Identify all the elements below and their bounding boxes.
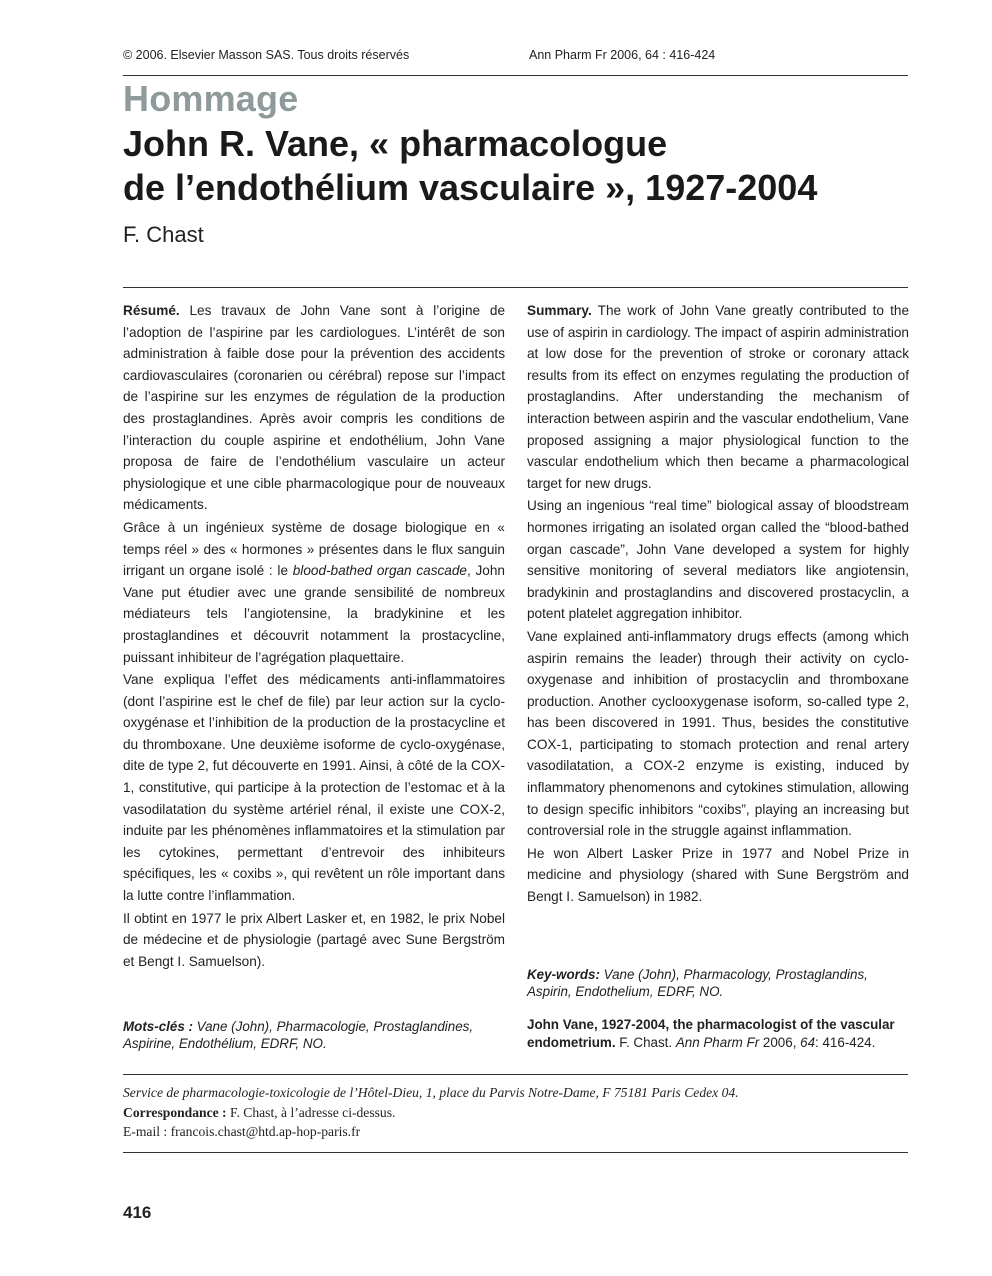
resume-paragraph: Il obtint en 1977 le prix Albert Lasker et, en 1982, le prix Nobel de médecine et de physiologie (partagé avec Sune Bergström et Bengt I. Samuelson). bbox=[123, 910, 505, 969]
copyright-line: © 2006. Elsevier Masson SAS. Tous droits réservés bbox=[123, 48, 410, 62]
english-citation: John Vane, 1927-2004, the pharmacologist of the vascular endometrium. F. Chast. Ann Pharm Fr 2006, 64: 416-424. bbox=[527, 1017, 895, 1050]
key-words-label: Key-words: bbox=[527, 967, 600, 982]
citation-journal: Ann Pharm Fr bbox=[675, 1035, 760, 1050]
key-words: Key-words: Vane (John), Pharmacology, Prostaglandins, Aspirin, Endothelium, EDRF, NO. bbox=[527, 967, 868, 999]
section-label: Hommage bbox=[123, 78, 299, 119]
citation-volume: 64 bbox=[800, 1035, 816, 1050]
citation-title: John Vane, 1927-2004, the pharmacologist of the vascular endometrium. bbox=[527, 1017, 895, 1050]
correspondence-label: Correspondance : bbox=[123, 1104, 227, 1120]
title-line-2: de l’endothélium vasculaire », 1927-2004 bbox=[123, 167, 818, 208]
affiliation-block bbox=[123, 1083, 908, 1142]
header-rule bbox=[123, 75, 908, 76]
email-label: E-mail : bbox=[123, 1124, 171, 1139]
correspondence: Correspondance : F. Chast, à l’adresse ci-dessus. bbox=[123, 1104, 396, 1120]
email-line bbox=[123, 1122, 908, 1142]
journal-reference: Ann Pharm Fr 2006, 64 : 416-424 bbox=[529, 48, 716, 62]
title-line-1: John R. Vane, « pharmacologue bbox=[123, 123, 668, 164]
institution: Service de pharmacologie-toxicologie de l’Hôtel-Dieu, 1, place du Parvis Notre-Dame, F 75181 Paris Cedex 04. bbox=[123, 1085, 739, 1100]
emphasis: blood-bathed organ cascade bbox=[292, 563, 467, 579]
resume-paragraph: Résumé. Les travaux de John Vane sont à l’origine de l’adoption de l’aspirine par les cardiologues. L’intérêt de son administration à faible dose pour la prévention des accidents cardiovasculaires (coronarien ou cérébral) repose sur l’impact de l’aspirine sur les enzymes de régulation de la production des prostaglandines. Après avoir compris les conditions de l’interaction du couple aspirine et endothélium, John Vane proposa de faire de l’endothélium vasculaire un acteur physiologique et une cible pharmacologique pour de nouveaux médicaments. bbox=[123, 303, 505, 513]
summary-paragraph: He won Albert Lasker Prize in 1977 and Nobel Prize in medicine and physiology (shared with Sune Bergström and Bengt I. Samuelson) in 1982. bbox=[527, 845, 909, 905]
summary-paragraph: Summary. The work of John Vane greatly contributed to the use of aspirin in cardiology. The impact of aspirin administration at low dose for the prevention of stroke or coronary attack results from its effect on enzymes regulating the production of prostaglandins. After understanding the mechanism of interaction between aspirin and the vascular endothelium, Vane proposed assigning a major physiological function to the vascular endothelium which then became a pharmacological target for new drugs. bbox=[527, 303, 909, 491]
resume-label: Résumé. bbox=[123, 303, 180, 318]
running-head bbox=[123, 48, 908, 66]
abstract-top-rule bbox=[123, 287, 908, 288]
article-title bbox=[123, 122, 908, 210]
affiliation-top-rule bbox=[123, 1074, 908, 1075]
affiliation-bottom-rule bbox=[123, 1152, 908, 1153]
mots-cles: Mots-clés : Vane (John), Pharmacologie, Prostaglandines, Aspirine, Endothélium, EDRF, NO. bbox=[123, 1019, 474, 1051]
summary-label: Summary. bbox=[527, 303, 592, 318]
email-address[interactable]: francois.chast@htd.ap-hop-paris.fr bbox=[170, 1124, 361, 1139]
page-number: 416 bbox=[123, 1203, 152, 1222]
mots-cles-label: Mots-clés : bbox=[123, 1019, 193, 1034]
summary-paragraph: Vane explained anti-inflammatory drugs effects (among which aspirin remains the leader) through their activity on cyclo-oxygenase and inhibition of prostacyclin and thromboxane production. Another cyclooxygenase isoform, so-called type 2, has been discovered in 1991. Thus, besides the constitutive COX-1, participating to stomach protection and renal artery vasodilatation, a COX-2 enzyme is existing, induced by inflammatory phenomenons and cytokines stimulation, allowing to design specific inhibitors “coxibs”, playing an increasing but controversial role in the struggle against inflammation. bbox=[527, 628, 909, 839]
author-name: F. Chast bbox=[123, 222, 204, 247]
resume-paragraph: Grâce à un ingénieux système de dosage biologique en « temps réel » des « hormones » présentes dans le flux sanguin irrigant un organe isolé : le blood-bathed organ cascade, John Vane put étudier avec une grande sensibilité de nombreux médiateurs tels l’angiotensine, la bradykinine et les prostaglandines et découvrit notamment la prostacycline, puissant inhibiteur de l’agrégation plaquettaire. bbox=[123, 519, 505, 665]
resume-column bbox=[123, 300, 505, 973]
resume-paragraph: Vane expliqua l’effet des médicaments anti-inflammatoires (dont l’aspirine est le chef de file) par leur action sur la cyclo-oxygénase et l’inhibition de la production de la prostacycline et du thromboxane. Une deuxième isoforme de cyclo-oxygénase, dite de type 2, fut découverte en 1991. Ainsi, à côté de la COX-1, constitutive, qui participe à la protection de l’estomac et à la vasodilatation du système artériel rénal, il existe une COX-2, induite par les phénomènes inflammatoires et la stimulation par les cytokines, permettant d’entrevoir des inhibiteurs spécifiques, les « coxibs », qui revêtent un rôle important dans la lutte contre l’inflammation. bbox=[123, 672, 505, 904]
summary-paragraph: Using an ingenious “real time” biological assay of bloodstream hormones irrigating an isolated organ called the “blood-bathed organ cascade”, John Vane developed a system for highly sensitive monitoring of several mediators like angiotensin, bradykinin and prostaglandins and discovered prostacyclin, a potent platelet aggregation inhibitor. bbox=[527, 498, 909, 622]
summary-column bbox=[527, 300, 909, 909]
article-page bbox=[123, 0, 908, 1276]
